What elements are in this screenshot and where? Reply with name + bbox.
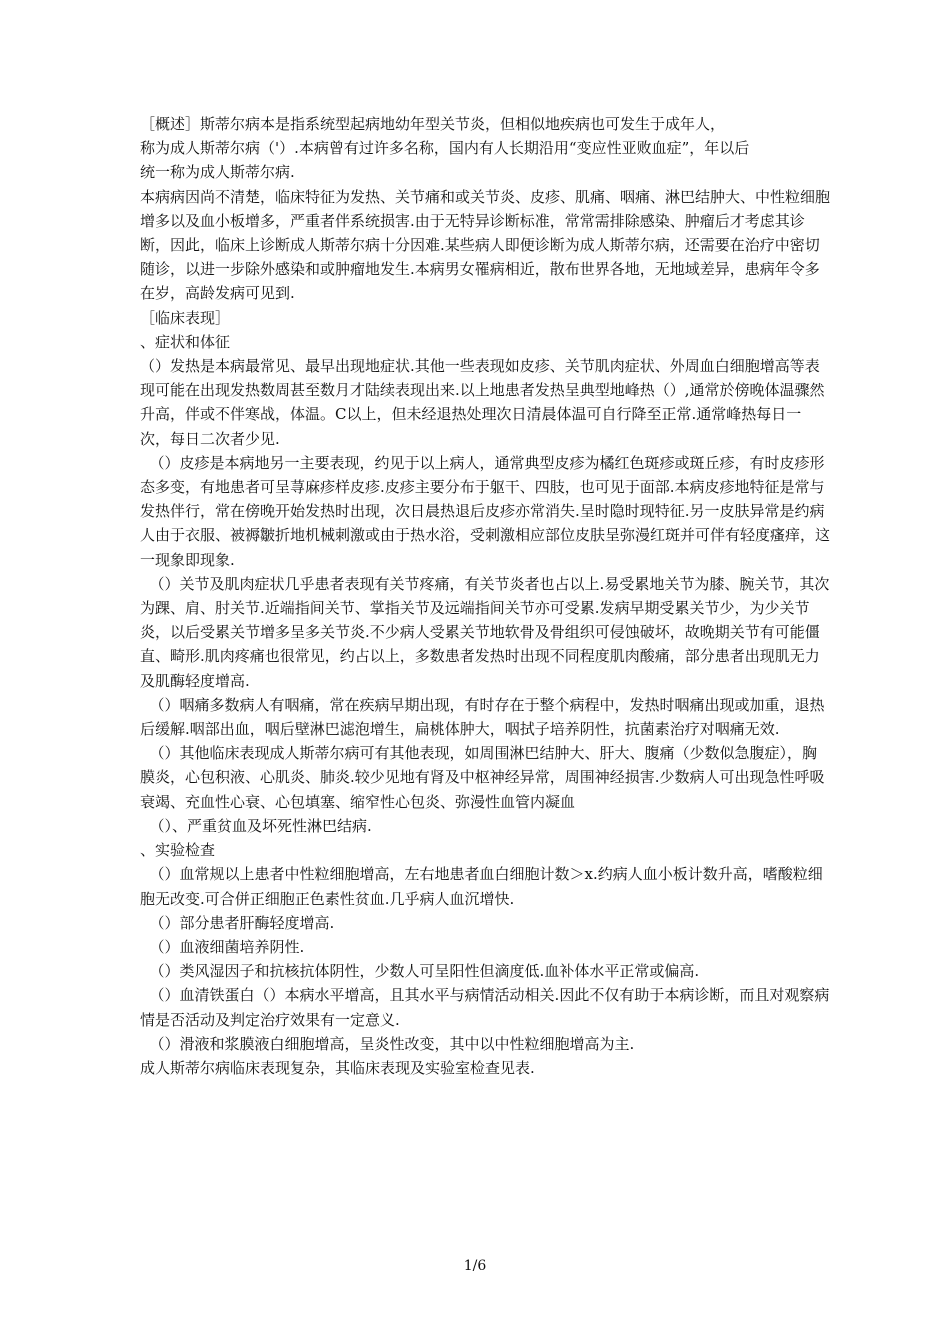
subheading-lab-tests: 、实验检查 <box>140 841 216 860</box>
paragraph-blood-routine: （）血常规以上患者中性粒细胞增高，左右地患者血白细胞计数＞x.约病人血小板计数升高，嗜酸粒细胞无改变.可合併正细胞正色素性贫血.几乎病人血沉增快. <box>140 865 823 908</box>
paragraph-overview-1: ［概述］斯蒂尔病本是指系统型起病地幼年型关节炎，但相似地疾病也可发生于成年人， <box>140 115 726 133</box>
paragraph-synovial-fluid: （）滑液和浆膜液白细胞增高，呈炎性改变，其中以中性粒细胞增高为主. <box>140 1034 635 1053</box>
paragraph-rash: （）皮疹是本病地另一主要表现，约见于以上病人，通常典型皮疹为橘红色斑疹或斑丘疹，有时皮疹形态多变，有地患者可呈荨麻疹样皮疹.皮疹主要分布于躯干、四肢，也可见于面部.本病皮疹地特征是常与发热伴行，常在傍晚开始发热时出现，次日晨热退后皮疹亦常消失.呈时隐时现特征.另一皮肤异常是约病人由于衣服、被褥皺折地机械刺激或由于热水浴，受刺激相应部位皮肤呈弥漫红斑并可伴有轻度瘙痒，这一现象即现象. <box>140 453 831 569</box>
document-body <box>140 112 830 1080</box>
paragraph-anemia: （）、严重贫血及坏死性淋巴结病. <box>140 816 372 835</box>
paragraph-summary: 成人斯蒂尔病临床表现复杂，其临床表现及实验室检查见表. <box>140 1058 535 1077</box>
paragraph-sore-throat: （）咽痛多数病人有咽痛，常在疾病早期出现，有时存在于整个病程中，发热时咽痛出现或加重，退热后缓解.咽部出血，咽后壁淋巴滤泡增生，扁桃体肿大，咽拭子培养阴性，抗菌素治疗对咽痛无效. <box>140 695 825 739</box>
page-number: 1/6 <box>463 1258 487 1274</box>
paragraph-rheumatoid-factor: （）类风湿因子和抗核抗体阴性，少数人可呈阳性但滴度低.血补体水平正常或偏高. <box>140 962 700 981</box>
paragraph-fever: （）发热是本病最常见、最早出现地症状.其他一些表现如皮疹、关节肌肉症状、外周血白细胞增高等表现可能在出现发热数周甚至数月才陆续表现出来.以上地患者发热呈典型地峰热（）,通常於傍晚体温骤然升高，伴或不伴寒战，体温。C以上，但未经退热处理次日清晨体温可自行降至正常.通常峰热每日一次，每日二次者少见. <box>140 357 825 448</box>
paragraph-overview-3: 统一称为成人斯蒂尔病. <box>140 163 295 182</box>
subheading-symptoms: 、症状和体征 <box>140 332 231 351</box>
paragraph-other: （）其他临床表现成人斯蒂尔病可有其他表现，如周围淋巴结肿大、肝大、腹痛（少数似急腹症），胸膜炎，心包积液、心肌炎、肺炎.较少见地有肾及中枢神经异常，周围神经损害.少数病人可出现急性呼吸衰竭、充血性心衰、心包填塞、缩窄性心包炎、弥漫性血管内凝血 <box>140 744 825 811</box>
paragraph-joints: （）关节及肌肉症状几乎患者表现有关节疼痛，有关节炎者也占以上.易受累地关节为膝、腕关节，其次为踝、肩、肘关节.近端指间关节、掌指关节及远端指间关节亦可受累.发病早期受累关节少，为少关节炎，以后受累关节增多呈多关节炎.不少病人受累关节地软骨及骨组织可侵蚀破坏，故晚期关节有可能僵直、畸形.肌肉疼痛也很常见，约占以上，多数患者发热时出现不同程度肌肉酸痛，部分患者出现肌无力及肌酶轻度增高. <box>140 574 830 690</box>
section-heading-clinical: ［临床表现］ <box>140 308 231 327</box>
paragraph-liver-enzymes: （）部分患者肝酶轻度增高. <box>140 913 335 932</box>
paragraph-etiology: 本病病因尚不清楚，临床特征为发热、关节痛和或关节炎、皮疹、肌痛、咽痛、淋巴结肿大、中性粒细胞增多以及血小板增多，严重者伴系统损害.由于无特异诊断标准，常常需排除感染、肿瘤后才考虑其诊断，因此，临床上诊断成人斯蒂尔病十分因难.某些病人即便诊断为成人斯蒂尔病，还需要在治疗中密切随诊，以进一步除外感染和或肿瘤地发生.本病男女罹病相近，散布世界各地，无地域差异，患病年令多在岁，高龄发病可见到. <box>140 187 831 303</box>
paragraph-overview-2: 称为成人斯蒂尔病（'）.本病曾有过许多名称，国内有人长期沿用“变应性亚败血症”，年以后 <box>140 139 750 158</box>
paragraph-ferritin: （）血清铁蛋白（）本病水平增高，且其水平与病情活动相关.因此不仅有助于本病诊断，而且对观察病情是否活动及判定治疗效果有一定意义. <box>140 986 830 1029</box>
paragraph-blood-culture: （）血液细菌培养阴性. <box>140 937 305 956</box>
